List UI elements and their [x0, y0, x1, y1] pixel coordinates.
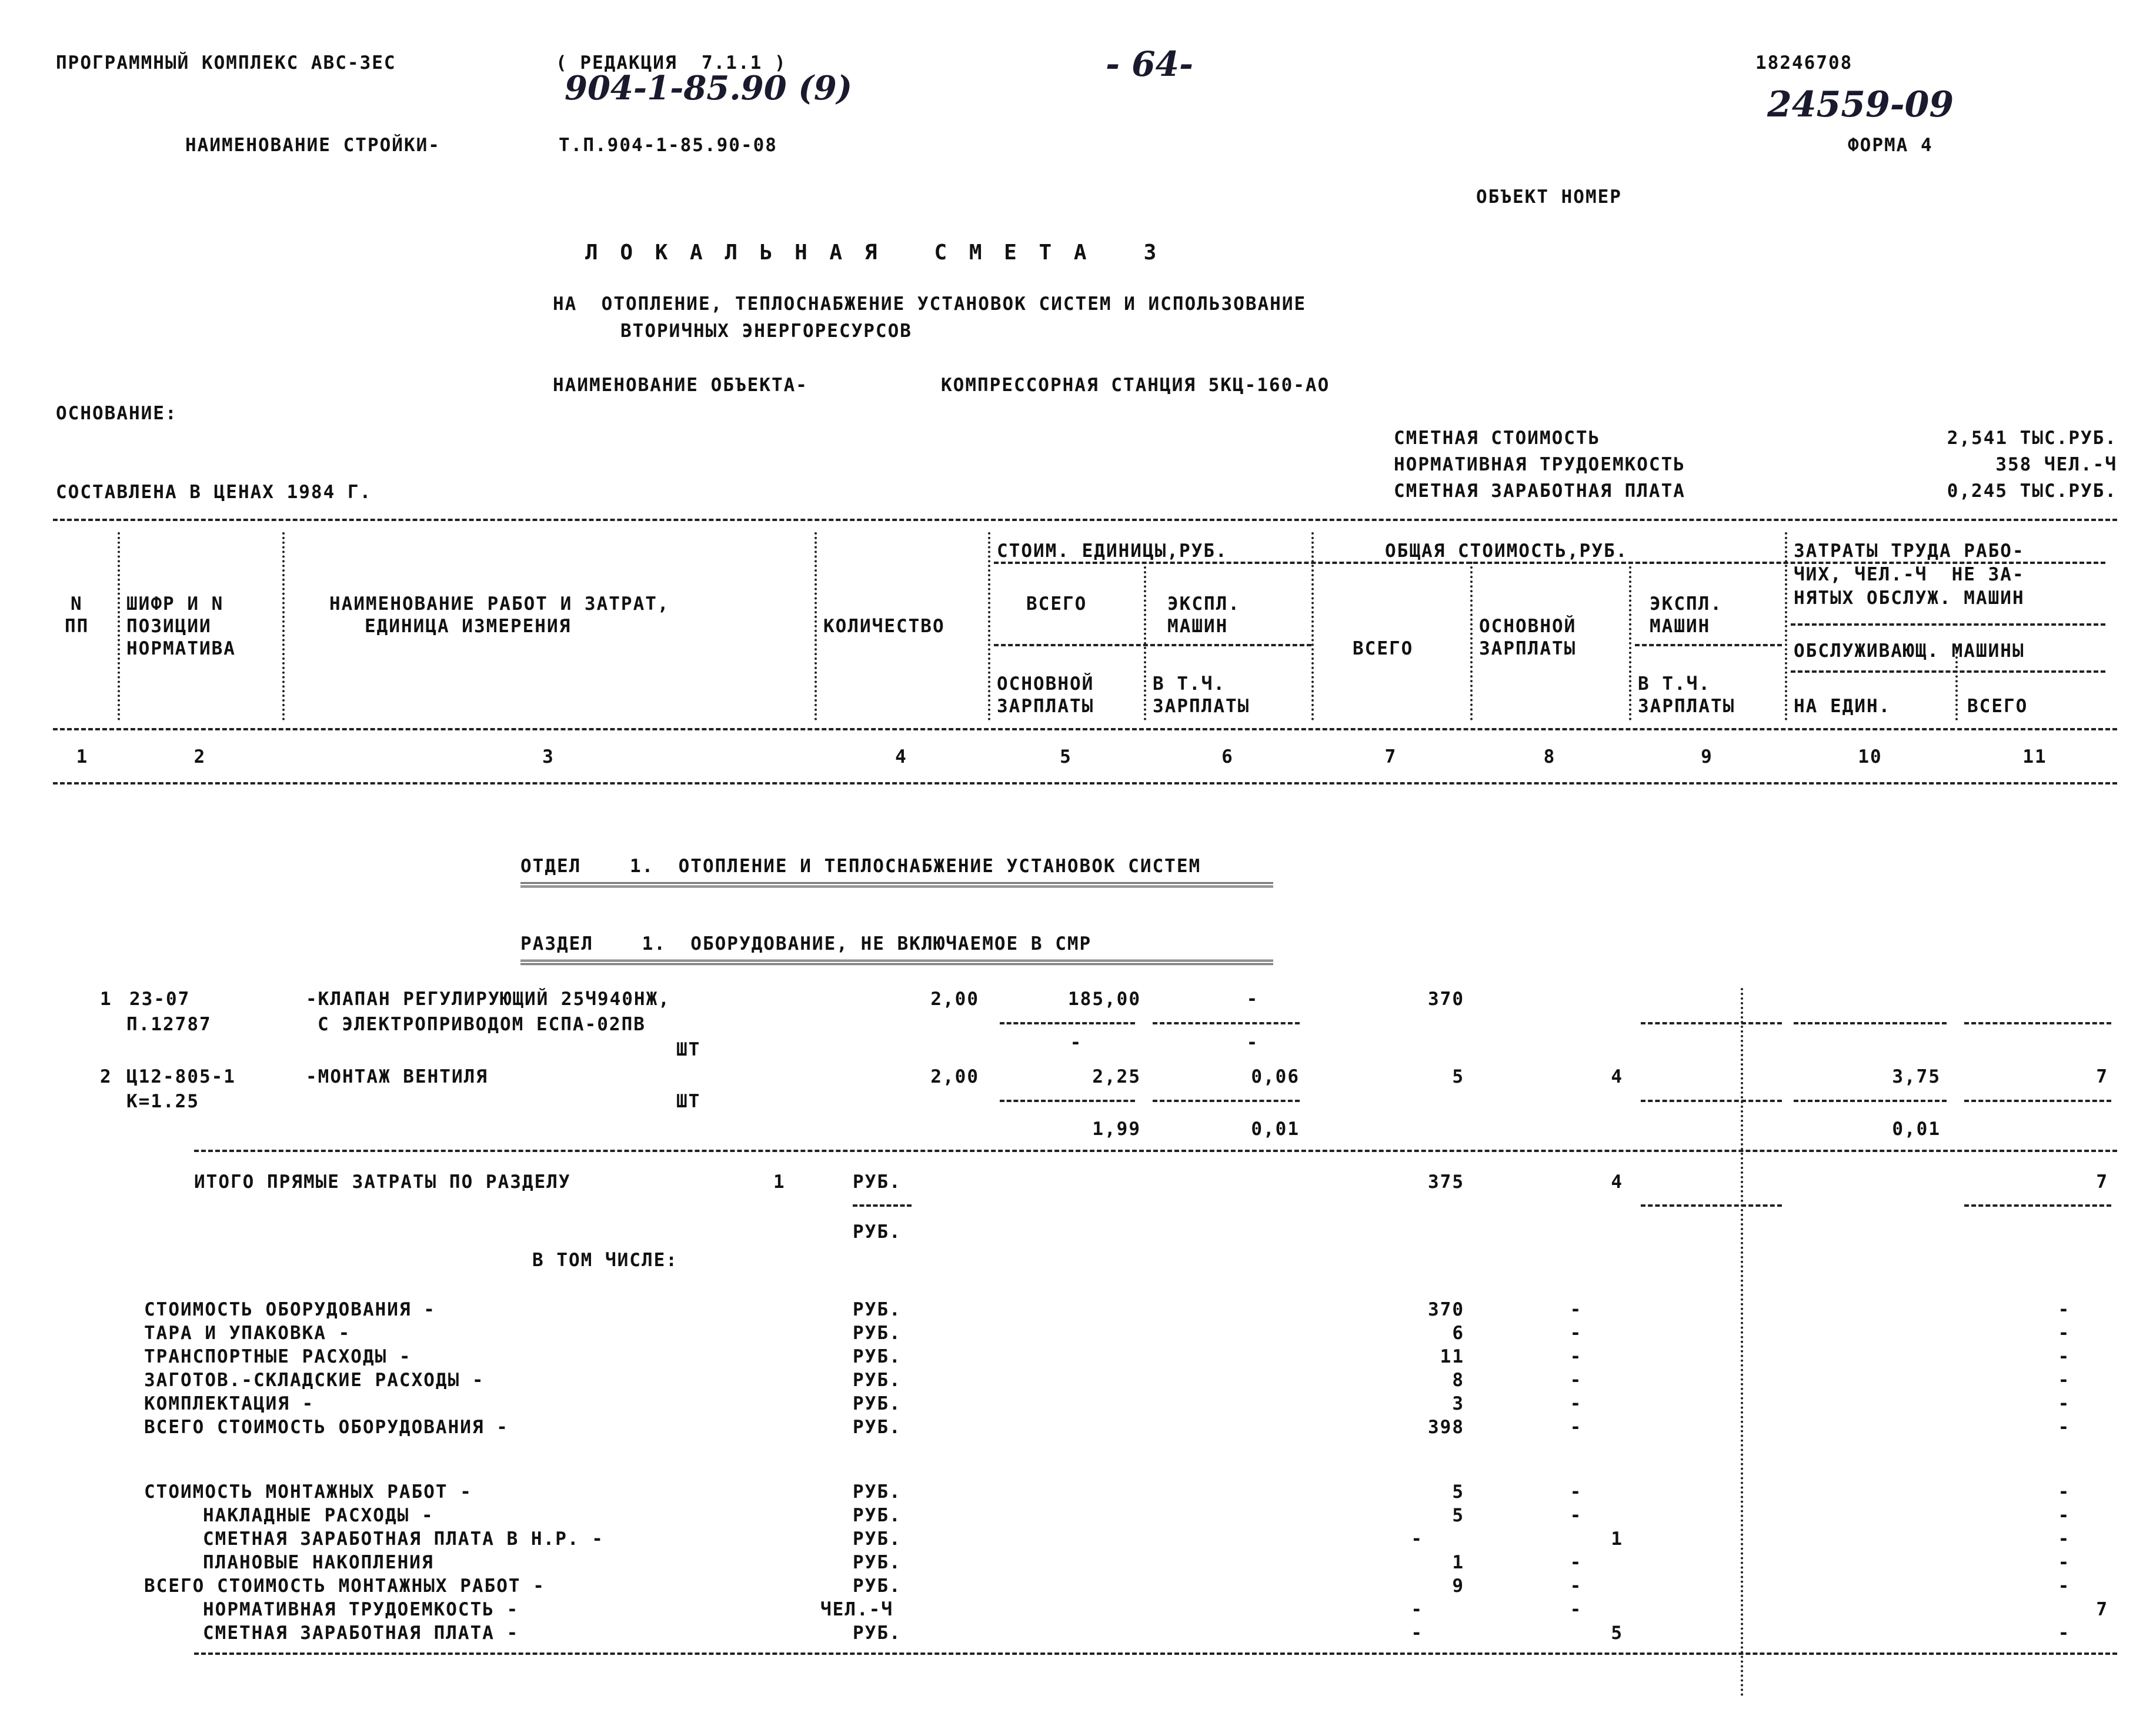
unit-mach-header: ЭКСПЛ. [1167, 593, 1240, 615]
total-wage-header: ЗАРПЛАТЫ [1479, 638, 1577, 659]
empty-marker: - [1570, 1417, 1583, 1438]
cell-rule [1964, 1022, 2111, 1024]
header-sub-rule [1635, 644, 1782, 646]
item-unit-incl: - [1246, 1032, 1259, 1053]
cell-rule [1641, 1204, 1782, 1207]
install-row-total: - [1411, 1599, 1423, 1620]
item-unit-wage: 1,99 [1092, 1119, 1141, 1140]
unit-wage-header: ОСНОВНОЙ [997, 673, 1094, 695]
empty-marker: - [1570, 1481, 1583, 1503]
empty-marker: - [2058, 1575, 2071, 1597]
install-row-unit: РУБ. [853, 1575, 902, 1597]
cell-rule [1153, 1100, 1300, 1102]
install-row-total: - [1411, 1528, 1423, 1550]
install-row-wage: 1 [1611, 1528, 1623, 1550]
summary-value-cost: 2,541 ТЫС.РУБ. [1947, 428, 2117, 449]
object-label: НАИМЕНОВАНИЕ ОБЪЕКТА- [553, 375, 808, 396]
install-row-label: ПЛАНОВЫЕ НАКОПЛЕНИЯ [203, 1552, 434, 1573]
header-sub-rule [1791, 623, 2105, 626]
install-row-unit: РУБ. [853, 1528, 902, 1550]
equipment-row-total: 8 [1452, 1370, 1464, 1391]
equipment-row-total: 370 [1428, 1299, 1464, 1320]
equipment-row-label: СТОИМОСТЬ ОБОРУДОВАНИЯ - [144, 1299, 436, 1320]
equipment-row-unit: РУБ. [853, 1323, 902, 1344]
handwritten-number: 24559-09 [1767, 84, 1954, 125]
item-labor-unit-2: 0,01 [1892, 1119, 1941, 1140]
item-name: -КЛАПАН РЕГУЛИРУЮЩИЙ 25Ч940НЖ, [306, 989, 670, 1010]
construction-value: Т.П.904-1-85.90-08 [559, 135, 777, 156]
item-total-wage: 4 [1611, 1066, 1623, 1087]
form-label: ФОРМА 4 [1848, 135, 1933, 156]
subtitle-line-2: ВТОРИЧНЫХ ЭНЕРГОРЕСУРСОВ [620, 321, 912, 342]
unit-incl-header: ЗАРПЛАТЫ [1153, 696, 1250, 717]
install-row-label: СМЕТНАЯ ЗАРАБОТНАЯ ПЛАТА В Н.Р. - [203, 1528, 604, 1550]
col-number: 9 [1701, 746, 1713, 767]
item-code-2: П.12787 [126, 1014, 212, 1035]
empty-marker: - [2058, 1323, 2071, 1344]
col-number: 7 [1384, 746, 1397, 767]
install-row-label: ВСЕГО СТОИМОСТЬ МОНТАЖНЫХ РАБОТ - [144, 1575, 545, 1597]
item-labor-unit: 3,75 [1892, 1066, 1941, 1087]
including-label: В ТОМ ЧИСЛЕ: [532, 1250, 678, 1271]
item-unit: ШТ [676, 1091, 701, 1112]
subtotal-total: 375 [1428, 1171, 1464, 1193]
col-dotted-guide [1741, 988, 1743, 1697]
col-sep [1311, 532, 1314, 720]
labor-unit-header: НА ЕДИН. [1794, 696, 1891, 717]
empty-marker: - [1570, 1575, 1583, 1597]
doc-number: 18246708 [1755, 52, 1853, 74]
col-number: 2 [193, 746, 206, 767]
col-sep [815, 532, 817, 720]
item-unit: ШТ [676, 1039, 701, 1060]
item-number: 2 [100, 1066, 112, 1087]
equipment-row-label: КОМПЛЕКТАЦИЯ - [144, 1393, 315, 1414]
total-wage-header: ОСНОВНОЙ [1479, 616, 1577, 637]
total-incl-header: В Т.Ч. [1638, 673, 1711, 695]
install-row-unit: ЧЕЛ.-Ч [820, 1599, 893, 1620]
install-row-unit: РУБ. [853, 1552, 902, 1573]
section-rule [194, 1150, 2117, 1152]
item-unit-all: 2,25 [1092, 1066, 1141, 1087]
install-row-label: СТОИМОСТЬ МОНТАЖНЫХ РАБОТ - [144, 1481, 472, 1503]
prices-year: СОСТАВЛЕНА В ЦЕНАХ 1984 Г. [56, 482, 372, 503]
empty-marker: - [2058, 1481, 2071, 1503]
table-top-rule [53, 519, 2117, 521]
subtotal-unit-2: РУБ. [853, 1221, 902, 1243]
unit-incl-header: В Т.Ч. [1153, 673, 1226, 695]
total-mach-header: ЭКСПЛ. [1650, 593, 1723, 615]
labor-service-header: ОБСЛУЖИВАЮЩ. МАШИНЫ [1794, 640, 2025, 662]
install-row-total: 5 [1452, 1481, 1464, 1503]
col3-header: ЕДИНИЦА ИЗМЕРЕНИЯ [365, 616, 572, 637]
col1-header: ПП [65, 616, 89, 637]
page-number: - 64- [1106, 44, 1194, 84]
empty-marker: - [1570, 1393, 1583, 1414]
total-mach-header: МАШИН [1650, 616, 1711, 637]
col-number: 4 [895, 746, 907, 767]
empty-marker: - [2058, 1505, 2071, 1526]
bottom-rule [194, 1652, 2117, 1655]
cell-rule [1964, 1204, 2111, 1207]
handwritten-code: 904-1-85.90 (9) [565, 69, 853, 108]
summary-label-cost: СМЕТНАЯ СТОИМОСТЬ [1394, 428, 1601, 449]
col2-header: ШИФР И N [126, 593, 224, 615]
item-code-2: К=1.25 [126, 1091, 199, 1112]
subtitle-line-1: НА ОТОПЛЕНИЕ, ТЕПЛОСНАБЖЕНИЕ УСТАНОВОК СИСТЕМ И ИСПОЛЬЗОВАНИЕ [553, 293, 1307, 315]
equipment-row-unit: РУБ. [853, 1393, 902, 1414]
empty-marker: - [2058, 1346, 2071, 1367]
cell-rule [1641, 1022, 1782, 1024]
total-incl-header: ЗАРПЛАТЫ [1638, 696, 1735, 717]
install-row-label: НОРМАТИВНАЯ ТРУДОЕМКОСТЬ - [203, 1599, 519, 1620]
empty-marker: - [1570, 1370, 1583, 1391]
cell-rule [1794, 1100, 1947, 1102]
col-sep [118, 532, 120, 720]
cell-rule [1000, 1022, 1135, 1024]
document-title: Л О К А Л Ь Н А Я С М Е Т А 3 [585, 241, 1161, 265]
unit-mach-header: МАШИН [1167, 616, 1229, 637]
item-unit-mach: - [1246, 989, 1259, 1010]
item-unit-incl: 0,01 [1251, 1119, 1300, 1140]
item-code: Ц12-805-1 [126, 1066, 236, 1087]
col-sep [1144, 562, 1146, 720]
install-row-unit: РУБ. [853, 1505, 902, 1526]
col-number: 1 [76, 746, 89, 767]
equipment-row-total: 11 [1440, 1346, 1464, 1367]
equipment-row-label: ТРАНСПОРТНЫЕ РАСХОДЫ - [144, 1346, 412, 1367]
col-number: 10 [1858, 746, 1882, 767]
col1-header: N [71, 593, 83, 615]
summary-label-wage: СМЕТНАЯ ЗАРАБОТНАЯ ПЛАТА [1394, 480, 1685, 502]
col-number: 6 [1221, 746, 1234, 767]
unit-wage-header: ЗАРПЛАТЫ [997, 696, 1094, 717]
item-number: 1 [100, 989, 112, 1010]
summary-value-labor: 358 ЧЕЛ.-Ч [1995, 454, 2117, 475]
program-name: ПРОГРАММНЫЙ КОМПЛЕКС АВС-ЗЕС [56, 52, 396, 74]
install-row-label: СМЕТНАЯ ЗАРАБОТНАЯ ПЛАТА - [203, 1623, 519, 1644]
numbers-bottom-rule [53, 782, 2117, 784]
equipment-row-unit: РУБ. [853, 1370, 902, 1391]
subtotal-unit: РУБ. [853, 1171, 902, 1193]
col-sep [988, 532, 990, 720]
equipment-row-total: 6 [1452, 1323, 1464, 1344]
item-qty: 2,00 [930, 1066, 979, 1087]
subtotal-labor: 7 [2096, 1171, 2108, 1193]
install-row-total: 1 [1452, 1552, 1464, 1573]
empty-marker: - [1570, 1323, 1583, 1344]
subtotal-label: ИТОГО ПРЯМЫЕ ЗАТРАТЫ ПО РАЗДЕЛУ [194, 1171, 571, 1193]
col-number: 5 [1060, 746, 1072, 767]
unit-cost-header: СТОИМ. ЕДИНИЦЫ,РУБ. [997, 540, 1228, 562]
cell-rule [1000, 1100, 1135, 1102]
col-number: 3 [542, 746, 555, 767]
empty-marker: - [1570, 1599, 1583, 1620]
object-value: КОМПРЕССОРНАЯ СТАНЦИЯ 5КЦ-160-АО [941, 375, 1330, 396]
col-sep [1470, 562, 1473, 720]
cell-rule [1794, 1022, 1947, 1024]
total-all-header: ВСЕГО [1353, 638, 1414, 659]
empty-marker: - [1570, 1552, 1583, 1573]
item-name: -МОНТАЖ ВЕНТИЛЯ [306, 1066, 488, 1087]
col-sep [282, 532, 285, 720]
item-name-2: С ЭЛЕКТРОПРИВОДОМ ЕСПА-02ПВ [318, 1014, 646, 1035]
header-sub-rule [1791, 670, 2105, 673]
section-title: РАЗДЕЛ 1. ОБОРУДОВАНИЕ, НЕ ВКЛЮЧАЕМОЕ В СМР [520, 933, 1092, 954]
total-cost-header: ОБЩАЯ СТОИМОСТЬ,РУБ. [1385, 540, 1628, 562]
empty-marker: - [2058, 1417, 2071, 1438]
empty-marker: - [2058, 1393, 2071, 1414]
empty-marker: - [2058, 1299, 2071, 1320]
unit-all-header: ВСЕГО [1026, 593, 1087, 615]
equipment-row-unit: РУБ. [853, 1417, 902, 1438]
col2-header: НОРМАТИВА [126, 638, 236, 659]
item-labor-total: 7 [2096, 1066, 2108, 1087]
col4-header: КОЛИЧЕСТВО [823, 616, 945, 637]
equipment-row-total: 3 [1452, 1393, 1464, 1414]
summary-label-labor: НОРМАТИВНАЯ ТРУДОЕМКОСТЬ [1394, 454, 1685, 475]
install-row-labor: 7 [2096, 1599, 2108, 1620]
labor-header: ЗАТРАТЫ ТРУДА РАБО- [1794, 540, 2025, 562]
summary-value-wage: 0,245 ТЫС.РУБ. [1947, 480, 2117, 502]
empty-marker: - [2058, 1528, 2071, 1550]
item-unit-all: 185,00 [1068, 989, 1141, 1010]
empty-marker: - [2058, 1370, 2071, 1391]
cell-rule [1153, 1022, 1300, 1024]
labor-header: ЧИХ, ЧЕЛ.-Ч НЕ ЗА- [1794, 564, 2025, 585]
header-bottom-rule [53, 728, 2117, 730]
install-row-label: НАКЛАДНЫЕ РАСХОДЫ - [203, 1505, 434, 1526]
item-code: 23-07 [129, 989, 191, 1010]
install-row-total: - [1411, 1623, 1423, 1644]
empty-marker: - [2058, 1552, 2071, 1573]
item-qty: 2,00 [930, 989, 979, 1010]
cell-rule [853, 1204, 912, 1207]
col-number: 11 [2022, 746, 2047, 767]
equipment-row-unit: РУБ. [853, 1299, 902, 1320]
section-underline [520, 960, 1273, 965]
item-unit-mach: 0,06 [1251, 1066, 1300, 1087]
header-sub-rule [994, 644, 1311, 646]
department-underline [520, 882, 1273, 887]
equipment-row-total: 398 [1428, 1417, 1464, 1438]
install-row-total: 5 [1452, 1505, 1464, 1526]
install-row-wage: 5 [1611, 1623, 1623, 1644]
construction-label: НАИМЕНОВАНИЕ СТРОЙКИ- [185, 135, 440, 156]
equipment-row-unit: РУБ. [853, 1346, 902, 1367]
empty-marker: - [1570, 1299, 1583, 1320]
equipment-row-label: ВСЕГО СТОИМОСТЬ ОБОРУДОВАНИЯ - [144, 1417, 509, 1438]
subtotal-wage: 4 [1611, 1171, 1623, 1193]
cell-rule [1964, 1100, 2111, 1102]
equipment-row-label: ТАРА И УПАКОВКА - [144, 1323, 351, 1344]
labor-header: НЯТЫХ ОБСЛУЖ. МАШИН [1794, 587, 2025, 609]
install-row-total: 9 [1452, 1575, 1464, 1597]
department-title: ОТДЕЛ 1. ОТОПЛЕНИЕ И ТЕПЛОСНАБЖЕНИЕ УСТАНОВОК СИСТЕМ [520, 856, 1201, 877]
col-sep [1629, 562, 1631, 720]
empty-marker: - [1570, 1346, 1583, 1367]
col2-header: ПОЗИЦИИ [126, 616, 212, 637]
install-row-unit: РУБ. [853, 1623, 902, 1644]
subtotal-section-number: 1 [773, 1171, 786, 1193]
equipment-row-label: ЗАГОТОВ.-СКЛАДСКИЕ РАСХОДЫ - [144, 1370, 485, 1391]
basis-label: ОСНОВАНИЕ: [56, 403, 178, 424]
item-unit-wage: - [1070, 1032, 1083, 1053]
install-row-unit: РУБ. [853, 1481, 902, 1503]
col-sep [1785, 532, 1787, 720]
edition: ( РЕДАКЦИЯ 7.1.1 ) [556, 52, 787, 74]
object-number: ОБЪЕКТ НОМЕР [1476, 186, 1622, 208]
col3-header: НАИМЕНОВАНИЕ РАБОТ И ЗАТРАТ, [329, 593, 670, 615]
cell-rule [1641, 1100, 1782, 1102]
item-total: 370 [1428, 989, 1464, 1010]
col-number: 8 [1543, 746, 1556, 767]
empty-marker: - [2058, 1623, 2071, 1644]
item-total: 5 [1452, 1066, 1464, 1087]
labor-total-header: ВСЕГО [1967, 696, 2028, 717]
empty-marker: - [1570, 1505, 1583, 1526]
